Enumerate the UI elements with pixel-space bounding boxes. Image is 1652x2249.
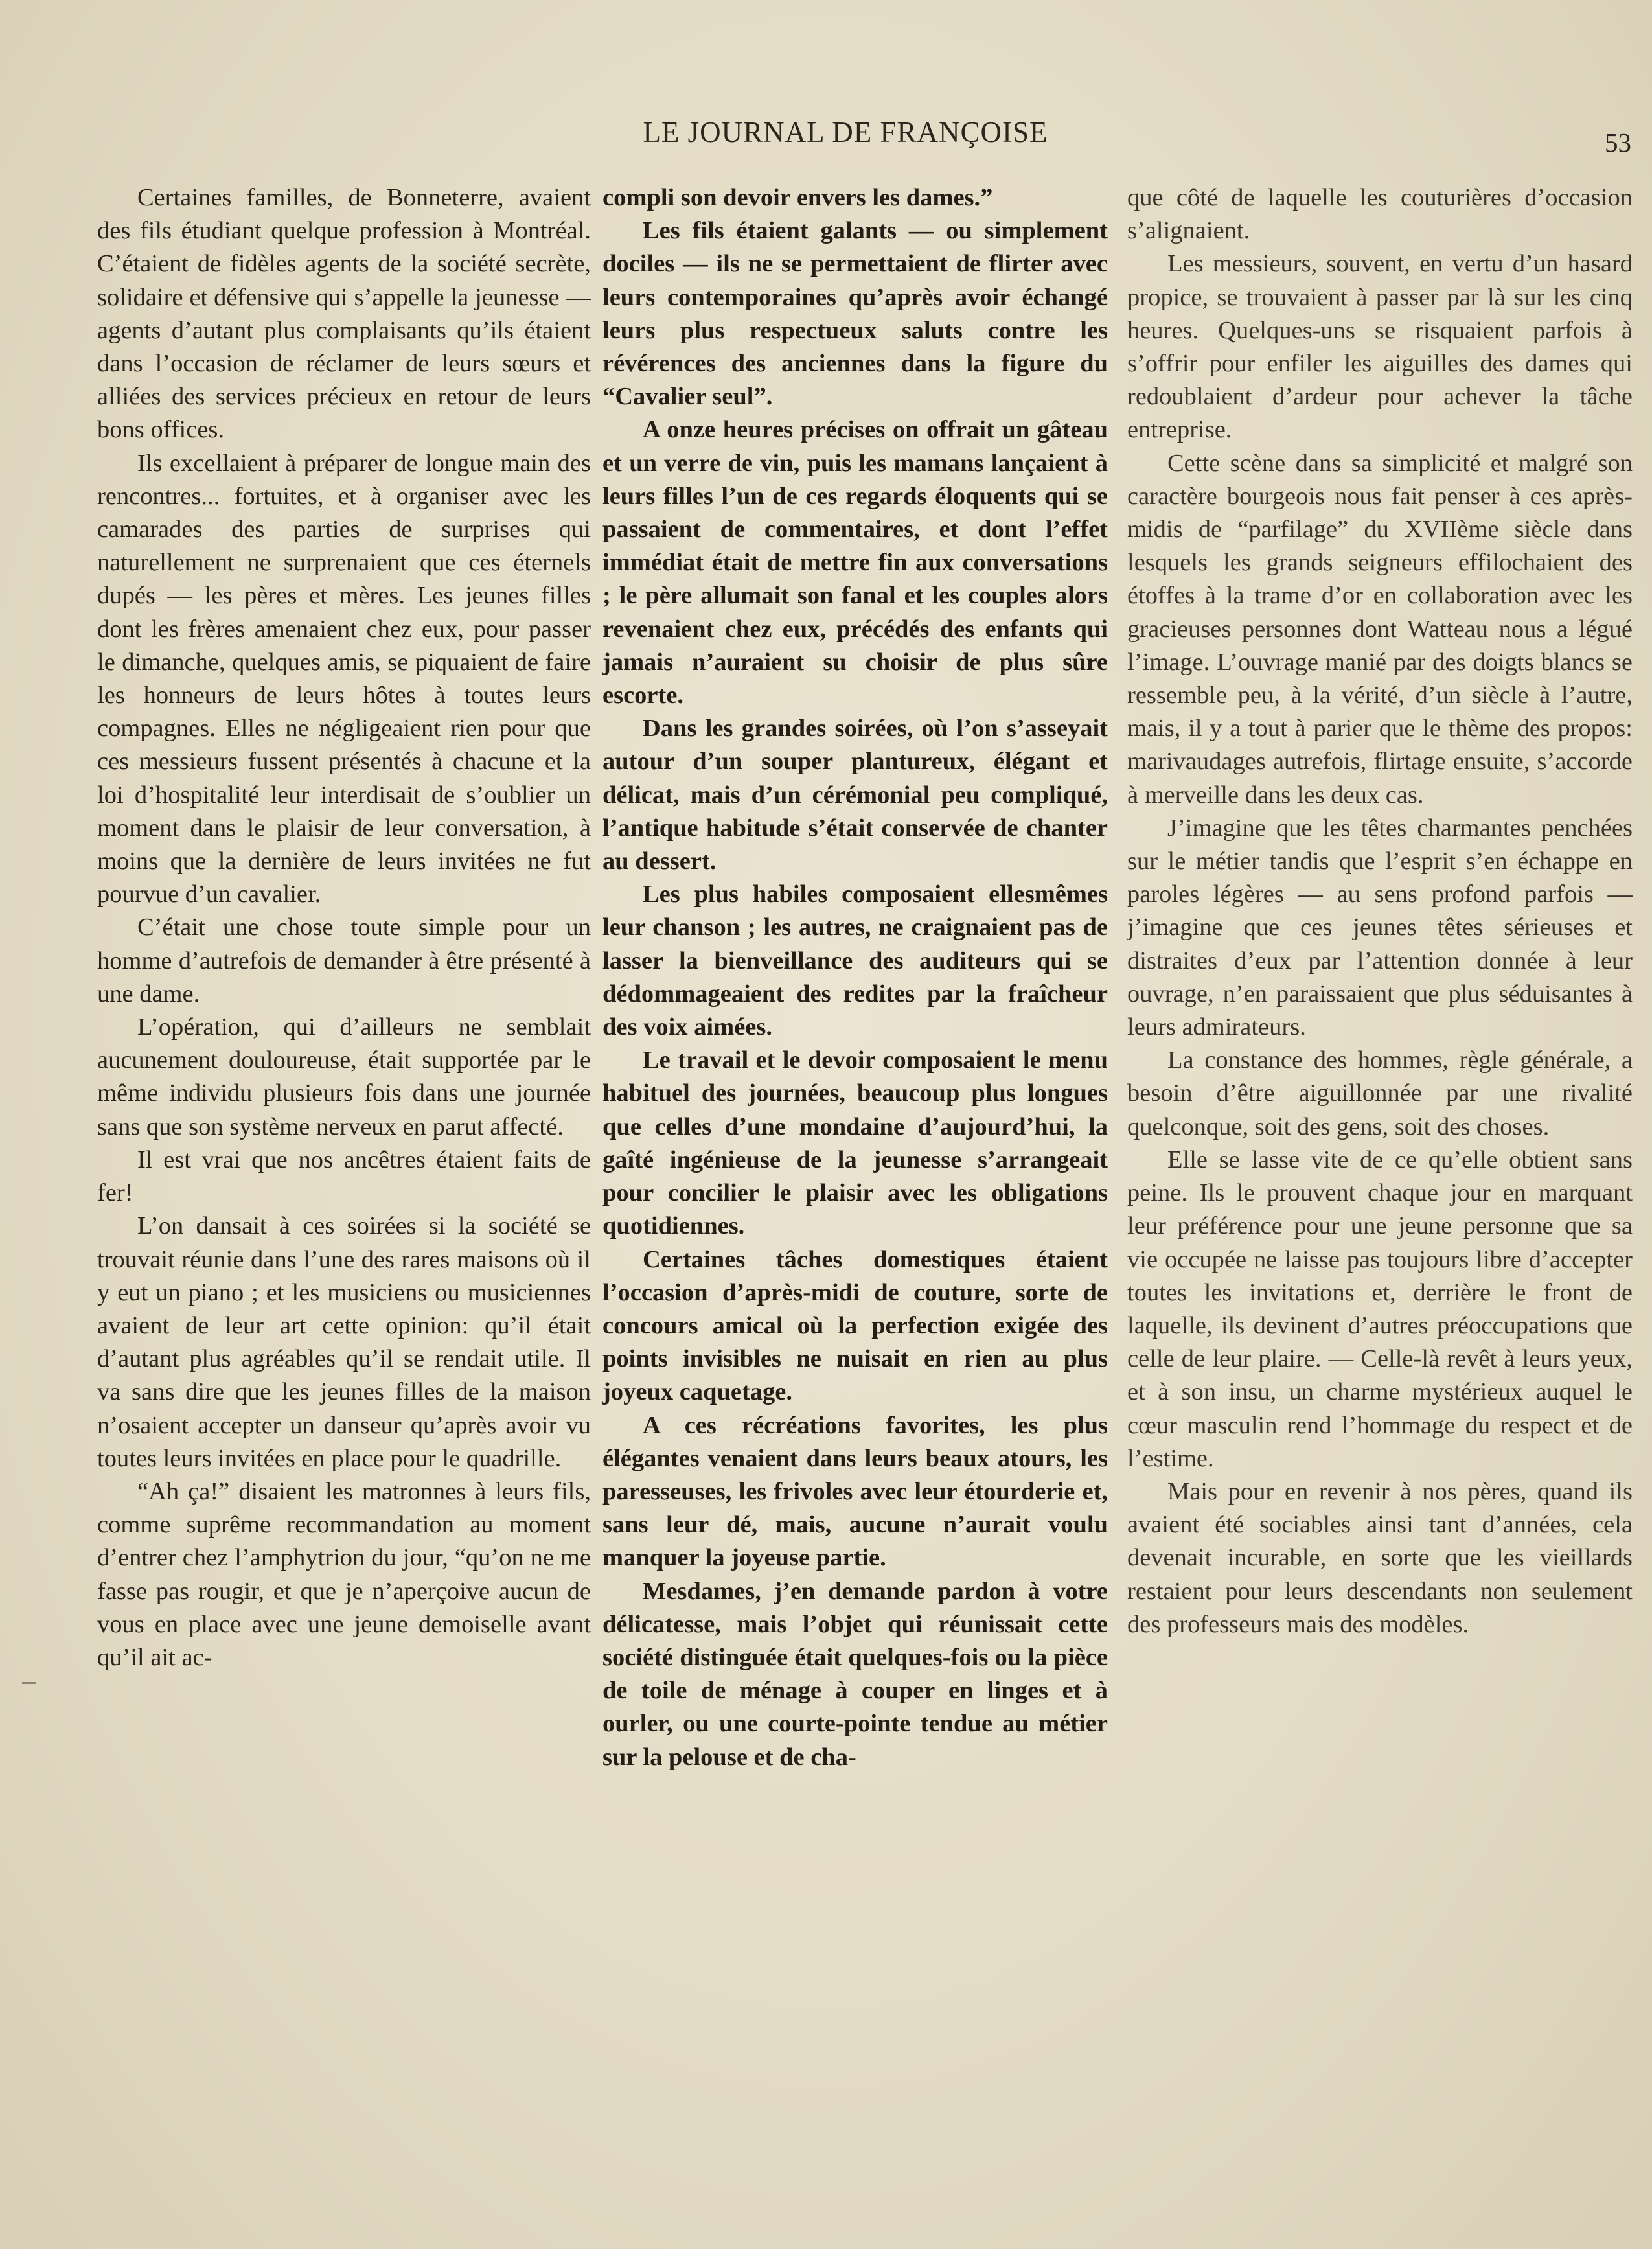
paragraph: Les messieurs, souvent, en vertu d’un hasard propice, se trouvaient à passer par là sur les cinq heures. Quelques-uns se risquaient parfois à s’offrir pour enfiler les aiguilles des dames qui redoublaient d’ardeur pour achever la tâche entreprise. xyxy=(1127,250,1633,444)
running-title: LE JOURNAL DE FRANÇOISE xyxy=(643,116,1048,148)
paragraph: Certaines familles, de Bonneterre, avaient des fils étudiant quelque profession à Montréal. C’étaient de fidèles agents de la société secrète, solidaire et défensive qui s’appelle la jeunesse — agents d’autant plus complaisants qu’ils étaient dans l’occasion de réclamer de leurs sœurs et alliées des services précieux en retour de leurs bons offices. xyxy=(97,184,591,444)
paragraph: Mais pour en revenir à nos pères, quand ils avaient été sociables ainsi tant d’années, cela devenait incurable, en sorte que les vieillards restaient pour leurs descendants non seulement des professeurs mais des modèles. xyxy=(1127,1477,1633,1638)
paragraph: Certaines tâches domestiques étaient l’occasion d’après-midi de couture, sorte de concours amical où la perfection exigée des points invisibles ne nuisait en rien au plus joyeux caquetage. xyxy=(602,1245,1108,1406)
paragraph: J’imagine que les têtes charmantes penchées sur le métier tandis que l’esprit s’en échappe en paroles légères — au sens profond parfois — j’imagine que ces jeunes têtes sérieuses et distraites d’eux par l’attention donnée à leur ouvrage, n’en paraissaient que plus séduisantes à leurs admirateurs. xyxy=(1127,814,1633,1041)
paragraph: Le travail et le devoir composaient le menu habituel des journées, beaucoup plus longues que celles d’une mondaine d’aujourd’hui, la gaîté ingénieuse de la jeunesse s’arrangeait pour concilier le plaisir avec les obligations quotidiennes. xyxy=(602,1046,1108,1240)
paragraph: Elle se lasse vite de ce qu’elle obtient sans peine. Ils le prouvent chaque jour en marquant leur préférence pour une jeune personne que sa vie occupée ne laisse pas toujours libre d’accepter toutes les invitations et, derrière le front de laquelle, ils devinent d’autres préoccupations que celle de leur plaire. — Celle-là revêt à leurs yeux, et à son insu, un charme mystérieux auquel le cœur masculin rend l’hommage du respect et de l’estime. xyxy=(1127,1146,1633,1472)
text-column-3 xyxy=(1127,181,1633,1641)
paragraph: C’était une chose toute simple pour un homme d’autrefois de demander à être présenté à une dame. xyxy=(97,914,591,1008)
paragraph: Il est vrai que nos ancêtres étaient faits de fer! xyxy=(97,1146,591,1207)
paragraph: Cette scène dans sa simplicité et malgré son caractère bourgeois nous fait penser à ces après-midis de “parfilage” du XVIIème siècle dans lesquels les grands seigneurs effilochaient des étoffes à la trame d’or en collaboration avec les gracieuses personnes dont Watteau nous a légué l’image. L’ouvrage manié par des doigts blancs se ressemble peu, à la vérité, d’un siècle à l’autre, mais, il y a tout à parier que le thème des propos: marivaudages autrefois, flirtage ensuite, s’accorde à merveille dans les deux cas. xyxy=(1127,449,1633,809)
paragraph: Dans les grandes soirées, où l’on s’asseyait autour d’un souper plantureux, élégant et délicat, mais d’un cérémonial peu compliqué, l’antique habitude s’était conservée de chanter au dessert. xyxy=(602,715,1108,875)
text-column-1 xyxy=(97,181,591,1674)
paragraph: A onze heures précises on offrait un gâteau et un verre de vin, puis les mamans lançaient à leurs filles l’un de ces regards éloquents qui se passaient de commentaires, et dont l’effet immédiat était de mettre fin aux conversations ; le père allumait son fanal et les couples alors revenaient chez eux, précédés des enfants qui jamais n’auraient su choisir de plus sûre escorte. xyxy=(602,416,1108,709)
paragraph-continuation: compli son devoir envers les dames.” xyxy=(602,184,993,211)
paragraph-continuation: que côté de laquelle les couturières d’occasion s’alignaient. xyxy=(1127,184,1633,245)
paragraph: Ils excellaient à préparer de longue main des rencontres... fortuites, et à organiser avec les camarades des parties de surprises qui naturellement ne surprenaient que ces éternels dupés — les pères et mères. Les jeunes filles dont les frères amenaient chez eux, pour passer le dimanche, quelques amis, se piquaient de faire les honneurs de leurs hôtes à toutes leurs compagnes. Elles ne négligeaient rien pour que ces messieurs fussent présentés à chacune et la loi d’hospitalité leur interdisait de s’oublier un moment dans le plaisir de leur conversation, à moins que la dernière de leurs invitées ne fut pourvue d’un cavalier. xyxy=(97,449,591,908)
paragraph: L’opération, qui d’ailleurs ne semblait aucunement douloureuse, était supportée par le même individu plusieurs fois dans une journée sans que son système nerveux en parut affecté. xyxy=(97,1013,591,1140)
paragraph: “Ah ça!” disaient les matronnes à leurs fils, comme suprême recommandation au moment d’entrer chez l’amphytrion du jour, “qu’on ne me fasse pas rougir, et que je n’aperçoive aucun de vous en place avec une jeune demoiselle avant qu’il ait ac- xyxy=(97,1477,591,1671)
page-number: 53 xyxy=(1605,128,1631,157)
paragraph: Les plus habiles composaient ellesmêmes leur chanson ; les autres, ne craignaient pas de lasser la bienveillance des auditeurs qui se dédommageaient des redites par la fraîcheur des voix aimées. xyxy=(602,881,1108,1041)
paragraph: L’on dansait à ces soirées si la société se trouvait réunie dans l’une des rares maisons où il y eut un piano ; et les musiciens ou musiciennes avaient de leur art cette opinion: qu’il était d’autant plus agréables qu’il se rendait utile. Il va sans dire que les jeunes filles de la maison n’osaient accepter un danseur qu’après avoir vu toutes leurs invitées en place pour le quadrille. xyxy=(97,1212,591,1472)
text-column-2 xyxy=(602,181,1108,1774)
paragraph: Les fils étaient galants — ou simplement dociles — ils ne se permettaient de flirter avec leurs contemporaines qu’après avoir échangé leurs plus respectueux saluts contre les révérences des anciennes dans la figure du “Cavalier seul”. xyxy=(602,217,1108,411)
paragraph: La constance des hommes, règle générale, a besoin d’être aiguillonnée par une rivalité quelconque, soit des gens, soit des choses. xyxy=(1127,1046,1633,1140)
paragraph: Mesdames, j’en demande pardon à votre délicatesse, mais l’objet qui réunissait cette société distinguée était quelques-fois ou la pièce de toile de ménage à couper en linges et à ourler, ou une courte-pointe tendue au métier sur la pelouse et de cha- xyxy=(602,1577,1108,1771)
paragraph: A ces récréations favorites, les plus élégantes venaient dans leurs beaux atours, les paresseuses, les frivoles avec leur étourderie et, sans leur dé, mais, aucune n’aurait voulu manquer la joyeuse partie. xyxy=(602,1411,1108,1572)
margin-mark xyxy=(22,1682,36,1684)
